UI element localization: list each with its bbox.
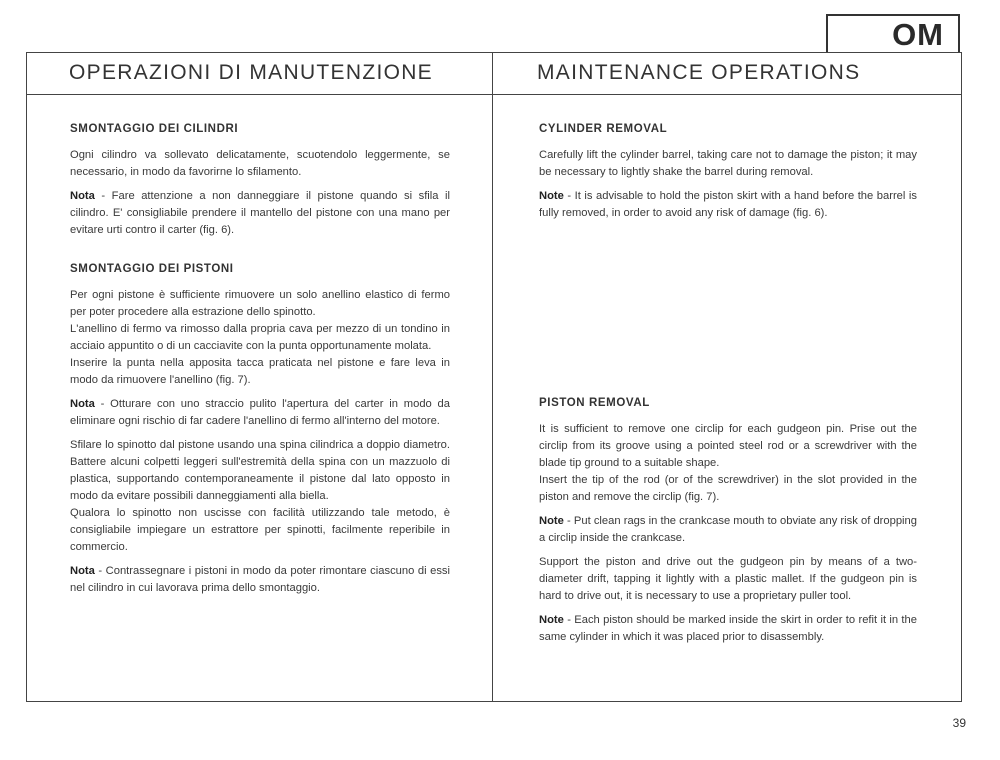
italian-column <box>70 121 450 604</box>
section-title-cylinders-it: SMONTAGGIO DEI CILINDRI <box>70 123 239 135</box>
section-title-pistons-it: SMONTAGGIO DEI PISTONI <box>70 263 234 275</box>
note-paragraph: Nota - Fare attenzione a non danneggiare il pistone quando si sfila il cilindro. E' consigliabile prendere il mantello del pistone con una mano per evitare urti contro il carter (fig. 6). <box>70 190 450 236</box>
note-label: Note <box>539 515 564 527</box>
english-column-cylinders <box>539 121 917 229</box>
note-label: Note <box>539 614 564 626</box>
paragraph: Qualora lo spinotto non uscisse con facilità utilizzando tale metodo, è consigliabile impiegare un estrattore per spinotti, facilmente reperibile in commercio. <box>70 507 450 553</box>
paragraph: Carefully lift the cylinder barrel, taking care not to damage the piston; it may be necessary to lightly shake the barrel during removal. <box>539 149 917 178</box>
note-paragraph: Note - Put clean rags in the crankcase mouth to obviate any risk of dropping a circlip inside the crankcase. <box>539 515 917 544</box>
header-row <box>27 53 961 95</box>
paragraph: Per ogni pistone è sufficiente rimuovere un solo anellino elastico di fermo per poter procedere alla estrazione dello spinotto. <box>70 289 450 318</box>
paragraph: Sfilare lo spinotto dal pistone usando una spina cilindrica a doppio diametro. Battere alcuni colpetti leggeri sull'estremità della spina con un mazzuolo di plastica, supportando contemporaneamente il pistone dal lato opposto in modo da evitare possibili danneggiamenti alla biella. <box>70 439 450 502</box>
header-title-italian: OPERAZIONI DI MANUTENZIONE <box>69 61 433 84</box>
note-label: Nota <box>70 190 95 202</box>
note-paragraph: Note - It is advisable to hold the piston skirt with a hand before the barrel is fully removed, in order to avoid any risk of damage (fig. 6). <box>539 190 917 219</box>
header-title-english: MAINTENANCE OPERATIONS <box>537 61 861 84</box>
paragraph: Inserire la punta nella apposita tacca praticata nel pistone e fare leva in modo da rimuovere l'anellino (fig. 7). <box>70 357 450 386</box>
section-tab <box>826 14 960 52</box>
content-frame <box>26 52 962 702</box>
section-title-cylinders-en: CYLINDER REMOVAL <box>539 123 668 135</box>
paragraph: Ogni cilindro va sollevato delicatamente, scuotendolo leggermente, se necessario, in modo da favorirne lo sfilamento. <box>70 149 450 178</box>
paragraph: It is sufficient to remove one circlip for each gudgeon pin. Prise out the circlip from its groove using a pointed steel rod or a screwdriver with the blade tip ground to a suitable shape. <box>539 423 917 469</box>
note-paragraph: Note - Each piston should be marked inside the skirt in order to refit it in the same cylinder in which it was placed prior to disassembly. <box>539 614 917 643</box>
paragraph: L'anellino di fermo va rimosso dalla propria cava per mezzo di un tondino in acciaio appuntito o di un cacciavite con la punta opportunamente molata. <box>70 323 450 352</box>
note-label: Nota <box>70 565 95 577</box>
paragraph: Insert the tip of the rod (or of the screwdriver) in the slot provided in the piston and remove the circlip (fig. 7). <box>539 474 917 503</box>
note-label: Note <box>539 190 564 202</box>
note-label: Nota <box>70 398 95 410</box>
page-number: 39 <box>952 716 966 730</box>
paragraph: Support the piston and drive out the gudgeon pin by means of a two-diameter drift, tapping it lightly with a plastic mallet. If the gudgeon pin is hard to drive out, it is necessary to use a proprietary puller tool. <box>539 556 917 602</box>
section-code: OM <box>892 17 944 52</box>
english-column-pistons <box>539 395 917 653</box>
column-divider <box>492 53 493 701</box>
note-paragraph: Nota - Contrassegnare i pistoni in modo da poter rimontare ciascuno di essi nel cilindro in cui lavorava prima dello smontaggio. <box>70 565 450 594</box>
section-title-pistons-en: PISTON REMOVAL <box>539 397 650 409</box>
note-paragraph: Nota - Otturare con uno straccio pulito l'apertura del carter in modo da eliminare ogni rischio di far cadere l'anellino di fermo all'interno del motore. <box>70 398 450 427</box>
